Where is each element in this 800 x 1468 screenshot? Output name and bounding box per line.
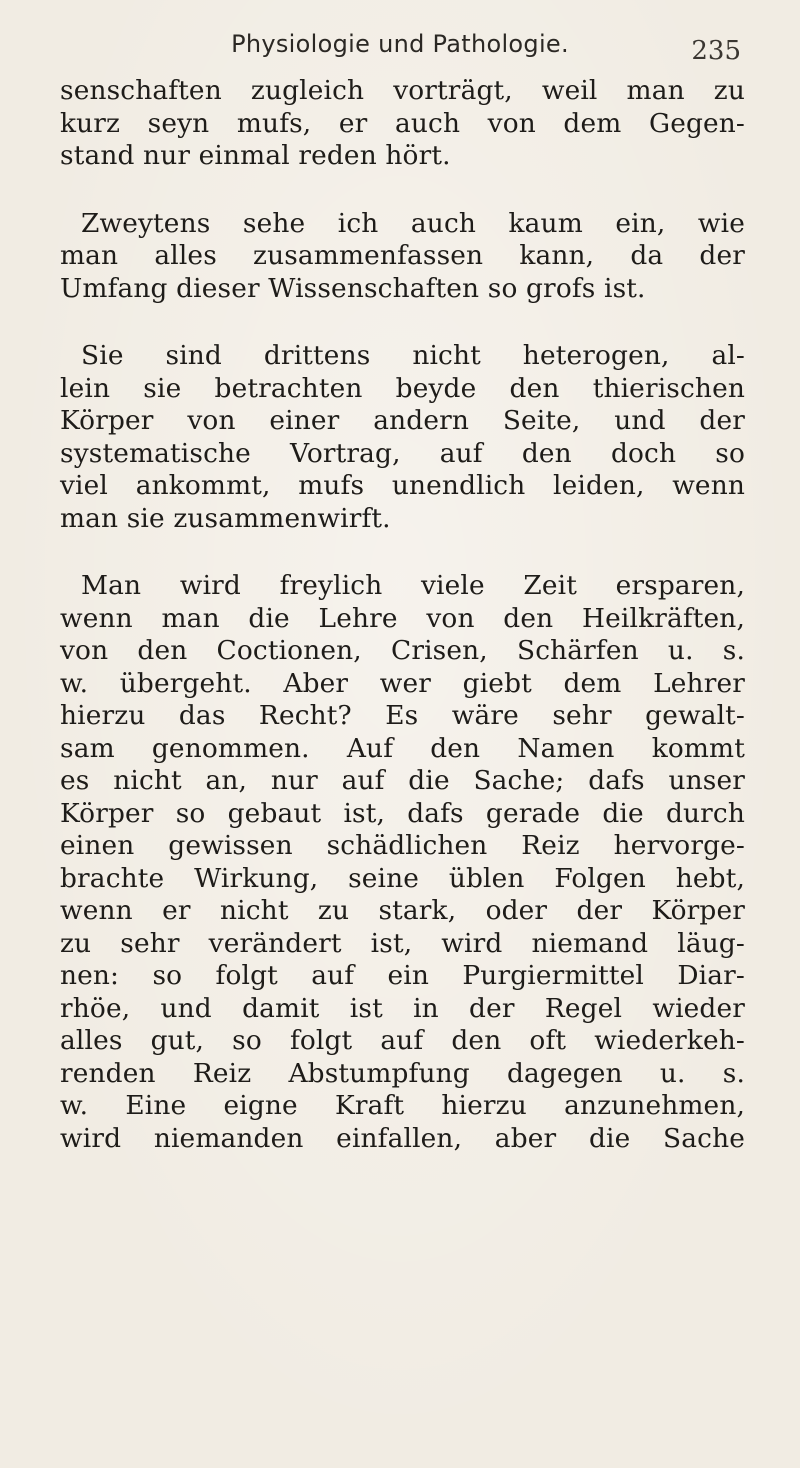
- text-line: sam genommen. Auf den Namen kommt: [60, 732, 745, 764]
- body-text: [60, 75, 745, 1190]
- text-line: kurz seyn mufs, er auch von dem Gegen-: [60, 107, 745, 139]
- paragraph-drittens: [60, 340, 745, 535]
- text-line: rhöe, und damit ist in der Regel wieder: [60, 992, 745, 1024]
- text-line: systematische Vortrag, auf den doch so: [60, 437, 745, 469]
- paragraph-zweytens: [60, 208, 745, 306]
- text-line: wenn man die Lehre von den Heilkräften,: [60, 602, 745, 634]
- text-line: wenn er nicht zu stark, oder der Körper: [60, 895, 745, 926]
- text-line: man sie zusammenwirft.: [60, 502, 391, 534]
- text-line: von den Coctionen, Crisen, Schärfen u. s.: [60, 635, 745, 666]
- text-line: Zweytens sehe ich auch kaum ein, wie: [81, 207, 745, 239]
- text-line: zu sehr verändert ist, wird niemand läug-: [60, 927, 745, 959]
- text-line: Umfang dieser Wissenschaften so grofs ist.: [60, 272, 646, 304]
- text-line: stand nur einmal reden hört.: [60, 140, 451, 171]
- text-line: renden Reiz Abstumpfung dagegen u. s.: [60, 1057, 745, 1089]
- text-line: wird niemanden einfallen, aber die Sache: [60, 1122, 745, 1154]
- text-line: Körper von einer andern Seite, und der: [60, 405, 745, 436]
- text-line: hierzu das Recht? Es wäre sehr gewalt-: [60, 700, 745, 731]
- text-line: man alles zusammenfassen kann, da der: [60, 240, 745, 271]
- text-line: Man wird freylich viele Zeit ersparen,: [81, 570, 745, 601]
- text-line: senschaften zugleich vorträgt, weil man zu: [60, 75, 745, 106]
- text-line: w. übergeht. Aber wer giebt dem Lehrer: [60, 667, 745, 699]
- text-line: viel ankommt, mufs unendlich leiden, wenn: [60, 470, 745, 501]
- running-title: Physiologie und Pathologie.: [231, 30, 569, 58]
- paragraph-freylich: [60, 570, 745, 1155]
- text-line: w. Eine eigne Kraft hierzu anzunehmen,: [60, 1090, 745, 1121]
- text-line: Körper so gebaut ist, dafs gerade die durch: [60, 797, 745, 829]
- page-number: 235: [691, 36, 741, 66]
- text-line: einen gewissen schädlichen Reiz hervorge-: [60, 830, 745, 861]
- paragraph-continuation: [60, 75, 745, 173]
- text-line: brachte Wirkung, seine üblen Folgen hebt,: [60, 862, 745, 894]
- text-line: Sie sind drittens nicht heterogen, al-: [81, 340, 745, 371]
- text-line: nen: so folgt auf ein Purgiermittel Diar-: [60, 960, 745, 991]
- text-line: alles gut, so folgt auf den oft wiederkeh-: [60, 1025, 745, 1056]
- text-line: es nicht an, nur auf die Sache; dafs unser: [60, 765, 745, 796]
- text-line: lein sie betrachten beyde den thierischen: [60, 372, 745, 404]
